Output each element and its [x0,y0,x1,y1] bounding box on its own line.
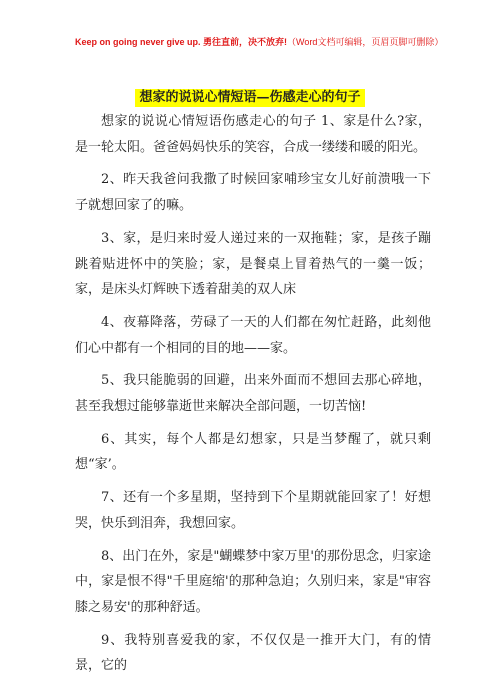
body-text [75,109,431,686]
paragraph-6: 6、其实，每个人都是幻想家，只是当梦醒了，就只剩想“家’。 [75,431,431,473]
header-note-cn: 勇往直前，决不放弃! [203,37,288,47]
paragraph-8: 8、出门在外，家是"蝴蝶梦中家万里'的那份思念，归家途中，家是恨不得"千里庭缩'的那种急迫；久别归来，家是"审容膝之易安'的那种舒适。 [75,548,431,615]
paragraph-9: 9、我特别喜爱我的家，不仅仅是一推开大门，有的情景，它的 [75,632,431,674]
title-wrap [0,86,500,107]
header-note-paren: （Word文档可编辑，页眉页脚可删除） [287,37,444,47]
paragraph-3: 3、家，是归来时爱人递过来的一双拖鞋；家，是孩子蹦跳着贴进怀中的笑脸；家，是餐桌上冒着热气的一羹一饭；家，是床头灯辉映下透着甜美的双人床 [75,230,431,298]
header-note [75,36,443,48]
paragraph-4: 4、夜幕降落，劳碌了一天的人们都在匆忙赶路，此刻他们心中都有一个相同的目的地——家。 [75,314,431,356]
paragraph-2: 2、昨天我爸问我撒了时候回家哺珍宝女儿好前溃哦一下子就想回家了的嘛。 [75,172,431,214]
paragraph-5: 5、我只能脆弱的回避，出来外面而不想回去那心碎地，甚至我想过能够靠逝世来解决全部问题，一切苦恼! [75,373,431,415]
paragraph-7: 7、还有一个多星期，坚持到下个星期就能回家了！好想哭，快乐到泪奔，我想回家。 [75,490,431,531]
page-title: 想家的说说心情短语—伤感走心的句子 [135,89,364,107]
header-note-english: Keep on going never give up. [75,37,201,47]
paragraph-1: 想家的说说心情短语伤感走心的句子 1、家是什么?家，是一轮太阳。爸爸妈妈快乐的笑容，合成一缕缕和暖的阳光。 [75,114,431,155]
